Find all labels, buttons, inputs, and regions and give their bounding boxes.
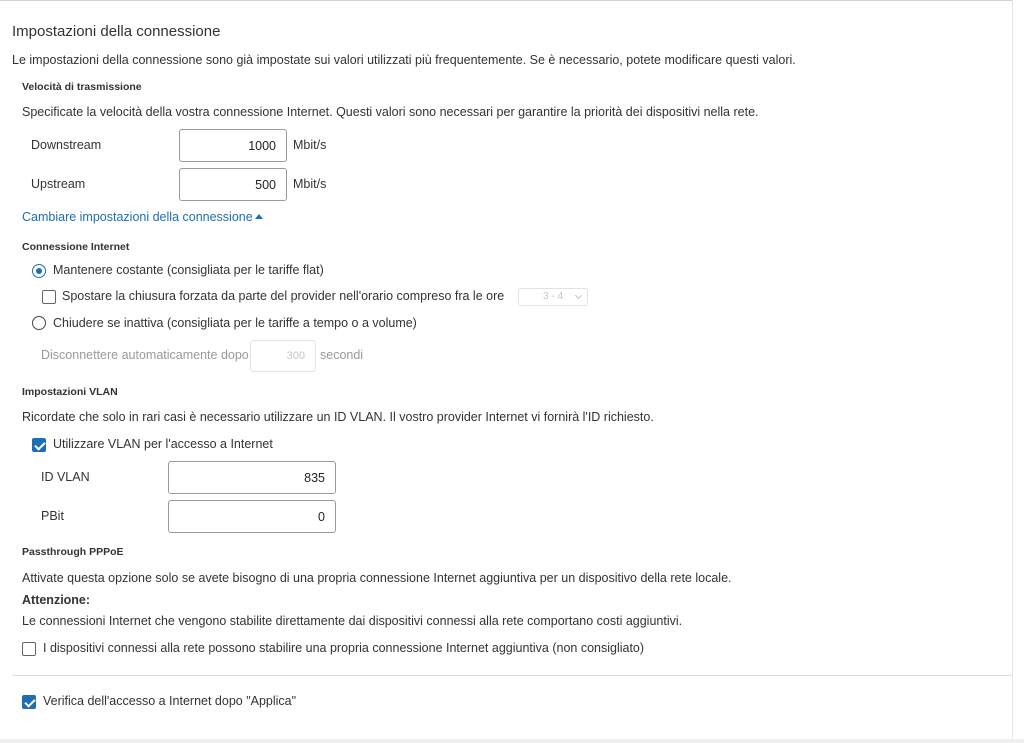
shift-hour-select[interactable] xyxy=(518,288,588,306)
radio-close-if-inactive[interactable] xyxy=(32,316,46,330)
radio-keep-connected[interactable] xyxy=(32,264,46,278)
pbit-label: PBit xyxy=(41,509,64,523)
pppoe-warning-title: Attenzione: xyxy=(22,593,91,607)
downstream-label: Downstream xyxy=(31,138,102,152)
pppoe-heading: Passthrough PPPoE xyxy=(22,546,124,558)
checkbox-verify-internet-access[interactable] xyxy=(22,695,36,709)
vlan-id-input[interactable] xyxy=(168,461,336,494)
upstream-label: Upstream xyxy=(31,177,86,191)
vlan-heading: Impostazioni VLAN xyxy=(22,386,118,398)
disconnect-after-label: Disconnettere automaticamente dopo xyxy=(41,348,249,362)
shift-hour-select-value: 3 - 4 xyxy=(543,291,564,302)
top-border xyxy=(0,0,1012,1)
chevron-down-icon xyxy=(575,292,582,299)
pbit-input[interactable] xyxy=(168,500,336,533)
speed-description: Specificate la velocità della vostra connessione Internet. Questi valori sono necessari per garantire la priorità dei dispositivi nella rete. xyxy=(22,105,759,119)
radio-keep-connected-label: Mantenere costante (consigliata per le tariffe flat) xyxy=(53,263,324,277)
pppoe-description: Attivate questa opzione solo se avete bisogno di una propria connessione Internet aggiuntiva per un dispositivo della rete locale. xyxy=(22,571,732,585)
section-intro: Le impostazioni della connessione sono già impostate sui valori utilizzati più frequentemente. Se è necessario, potete modificare questi valori. xyxy=(12,53,796,67)
downstream-unit: Mbit/s xyxy=(293,138,327,152)
radio-close-if-inactive-label: Chiudere se inattiva (consigliata per le tariffe a tempo o a volume) xyxy=(53,316,417,330)
caret-up-icon xyxy=(255,214,263,219)
speed-heading: Velocità di trasmissione xyxy=(22,81,142,93)
checkbox-use-vlan-label: Utilizzare VLAN per l'accesso a Internet xyxy=(53,437,273,451)
upstream-input[interactable] xyxy=(179,168,287,201)
internet-heading: Connessione Internet xyxy=(22,241,130,253)
checkbox-shift-forced-disconnect-label: Spostare la chiusura forzata da parte del provider nell'orario compreso fra le ore xyxy=(62,289,505,303)
change-settings-link[interactable] xyxy=(22,209,263,224)
right-border xyxy=(1012,0,1013,743)
checkbox-allow-pppoe-passthrough-label: I dispositivi connessi alla rete possono stabilire una propria connessione Internet aggiuntiva (non consigliato) xyxy=(43,641,645,655)
section-title: Impostazioni della connessione xyxy=(12,23,221,40)
checkbox-verify-internet-access-label: Verifica dell'accesso a Internet dopo "Applica" xyxy=(43,694,297,708)
vlan-description: Ricordate che solo in rari casi è necessario utilizzare un ID VLAN. Il vostro provider Internet vi fornirà l'ID richiesto. xyxy=(22,410,654,424)
section-divider xyxy=(12,675,1012,676)
checkbox-shift-forced-disconnect[interactable] xyxy=(42,290,56,304)
downstream-input[interactable] xyxy=(179,129,287,162)
disconnect-after-input[interactable] xyxy=(250,340,316,372)
vlan-id-label: ID VLAN xyxy=(41,470,90,484)
bottom-edge xyxy=(0,739,1024,743)
checkbox-allow-pppoe-passthrough[interactable] xyxy=(22,642,36,656)
pppoe-warning-text: Le connessioni Internet che vengono stabilite direttamente dai dispositivi connessi alla rete comportano costi aggiuntivi. xyxy=(22,614,683,628)
checkbox-use-vlan[interactable] xyxy=(32,438,46,452)
upstream-unit: Mbit/s xyxy=(293,177,327,191)
change-settings-link-text[interactable]: Cambiare impostazioni della connessione xyxy=(22,210,253,224)
disconnect-after-unit: secondi xyxy=(320,348,364,362)
